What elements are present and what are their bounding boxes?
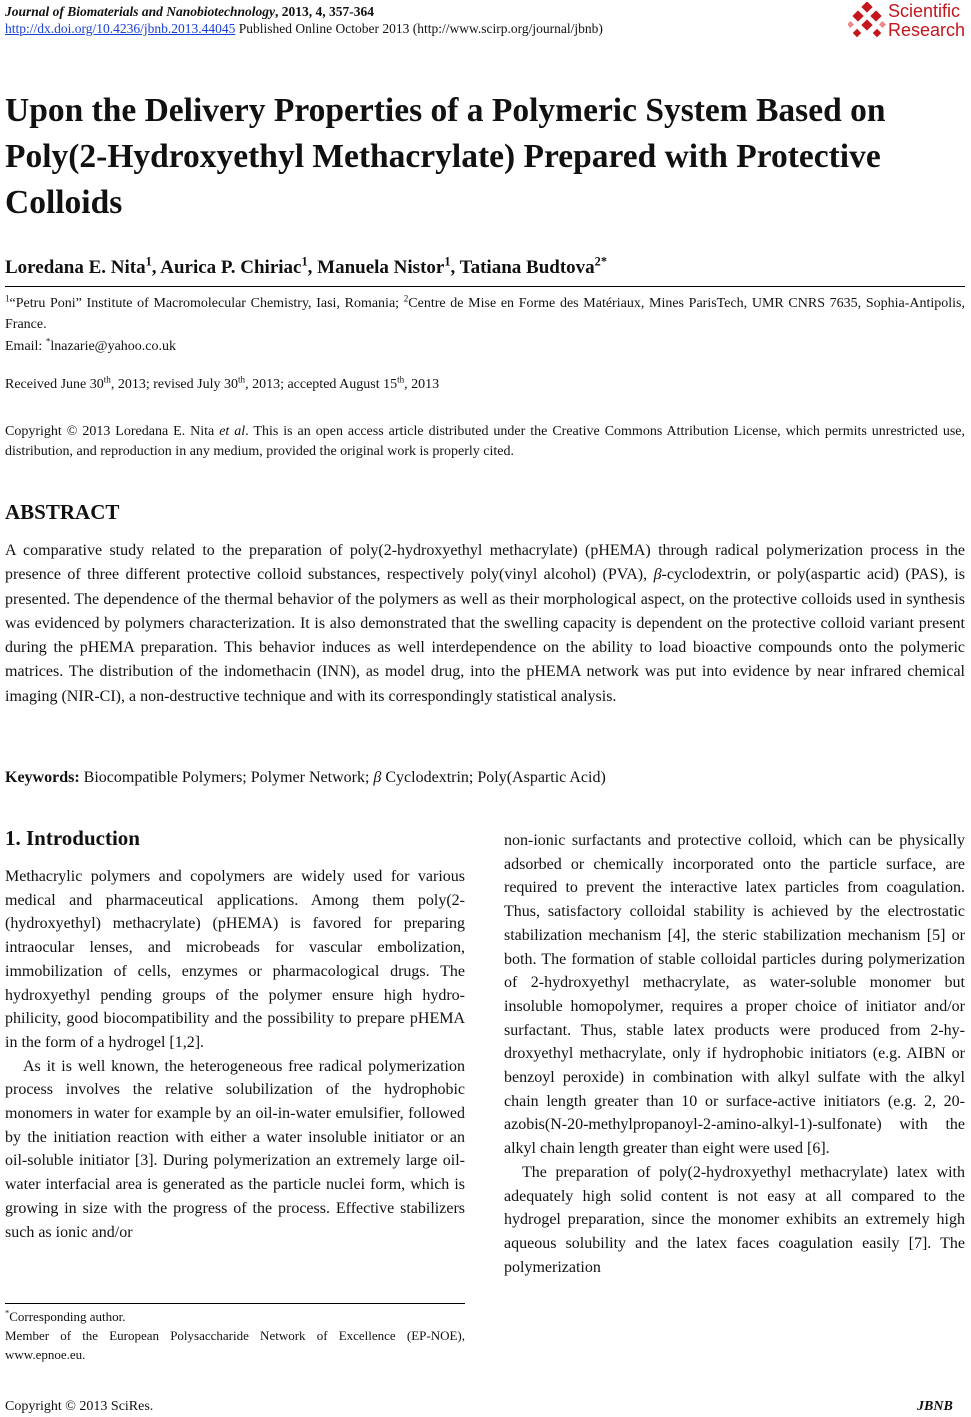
received-text: Received June 30 bbox=[5, 377, 104, 392]
author-name: Loredana E. Nita bbox=[5, 257, 146, 278]
affiliation-sup: 2 bbox=[403, 293, 409, 304]
ordinal-sup: th bbox=[397, 374, 405, 385]
keywords bbox=[5, 769, 606, 787]
affiliation-sup: 1 bbox=[5, 293, 10, 304]
keywords-text: Biocompatible Polymers; Polymer Network; bbox=[79, 769, 374, 786]
logo-line-2: Research bbox=[888, 20, 966, 40]
journal-citation bbox=[5, 4, 374, 20]
beta-symbol: β bbox=[373, 769, 382, 786]
accepted-text: , 2013; accepted August 15 bbox=[245, 377, 398, 392]
ordinal-sup: th bbox=[237, 374, 246, 385]
journal-volume-pages: , 2013, 4, 357-364 bbox=[275, 4, 375, 19]
author-affiliation-sup: 1 bbox=[444, 254, 451, 269]
paragraph: Methacrylic polymers and copolymers are widely used for various medical and pharmaceutical applications. Among them poly(2-(hydroxyethyl) methacrylate) (pHEMA) is favored for preparing intraocular lenses, and microbeads for vascular embolization, immobilization of cells, enzymes or pharmacological drugs. The hydroxyethyl pending groups of the polymer ensure high hydrophilicity, good biocompatibility and the possibility to prepare pHEMA in the form of a hydrogel [1,2]. bbox=[5, 868, 465, 1051]
publisher-logo bbox=[848, 2, 970, 44]
author-affiliation-sup: 1 bbox=[301, 254, 308, 269]
revised-text: , 2013; revised July 30 bbox=[110, 377, 238, 392]
publication-info: Published Online October 2013 (http://www.scirp.org/journal/jbnb) bbox=[235, 21, 603, 36]
doi-line bbox=[5, 21, 603, 37]
footnote-text: Corresponding author. bbox=[9, 1309, 126, 1324]
left-column bbox=[5, 865, 465, 1244]
author-name: , Aurica P. Chiriac bbox=[151, 257, 302, 278]
keywords-label: Keywords: bbox=[5, 769, 80, 786]
ordinal-sup: th bbox=[103, 374, 111, 385]
publisher-logo-icon bbox=[848, 2, 886, 42]
article-title: Upon the Delivery Properties of a Polymeric System Based on Poly(2-Hydroxyethyl Methacrylate) Prepared with Protective Colloids bbox=[5, 92, 886, 221]
footer-journal-abbrev: JBNB bbox=[917, 1399, 953, 1414]
section-heading: 1. Introduction bbox=[5, 826, 140, 850]
affiliation-1: “Petru Poni” Institute of Macromolecular Chemistry, Iasi, Romania; bbox=[9, 296, 404, 311]
affiliations bbox=[5, 293, 965, 335]
affiliation-2: Centre de Mise en Forme des Matériaux, Mines ParisTech, UMR CNRS 7635, Sophia-Antipolis, France. bbox=[5, 296, 966, 332]
footnote-corresponding bbox=[5, 1307, 465, 1326]
year-text: , 2013 bbox=[404, 377, 440, 392]
logo-line-1: Scientific bbox=[888, 1, 961, 21]
keywords-text: Cyclodextrin; Poly(Aspartic Acid) bbox=[381, 769, 606, 786]
copyright-notice bbox=[5, 422, 965, 462]
paragraph: As it is well known, the heterogeneous free radical polymerization process involves the relative solubilization of the hydrophobic monomers in water for example by an oil-in-water emulsifier, followed by the initiation reaction with either a water insoluble initiator or an oil-soluble initiator [3]. During polymerization an extremely large oil-water interfacial area is generated as the particle nuclei form, which is growing in size with the progress of the process. Effective stabilizers such as ionic and/or bbox=[5, 1057, 465, 1241]
email-sup: * bbox=[45, 336, 51, 347]
footer-copyright: Copyright © 2013 SciRes. bbox=[5, 1399, 154, 1414]
header-divider bbox=[5, 286, 965, 287]
copyright-etal: et al bbox=[219, 424, 246, 439]
author-list bbox=[5, 254, 608, 279]
author-affiliation-sup: 1 bbox=[145, 254, 152, 269]
beta-symbol: β bbox=[653, 566, 662, 584]
right-column bbox=[504, 829, 965, 1279]
journal-name: Journal of Biomaterials and Nanobiotechnology bbox=[5, 4, 276, 19]
abstract-text: A comparative study related to the preparation of poly(2-hydroxyethyl methacrylate) (pHEMA) through radical polymerization process in the presence of three different protective colloid substances, respectively poly(vinyl alcohol) (PVA), bbox=[5, 542, 965, 584]
abstract-heading: ABSTRACT bbox=[5, 500, 120, 524]
publisher-logo-text bbox=[888, 2, 965, 40]
copyright-text: Copyright © 2013 Loredana E. Nita bbox=[5, 424, 220, 439]
received-dates bbox=[5, 374, 440, 393]
paragraph: non-ionic surfactants and protective colloid, which can be physically adsorbed or chemically incorporated onto the particle surface, are required to prevent the interactive latex particles from coagulation. Thus, satisfactory colloidal stability is achieved by the electrostatic stabilization mechanism [4], the steric stabilization mechanism [5] or both. The formation of stable colloidal particles during polymerization of 2-hydroxyethyl methacrylate, as water-soluble monomer but insoluble homopolymer, requires a proper choice of initiator and/or surfactant. Thus, stable latex products were produced from 2-hydroxyethyl methacrylate, only if hydrophobic initiators (e.g. AIBN or benzoyl peroxide) in combination with alkyl sulfate with the alkyl chain length greater than 10 or surface-active initiators (e.g. 2, 20-azobis(N-20-methylpropanoyl-2-amino-alkyl-1)-sulfonate) with the alkyl chain length greater than eight were used [6]. bbox=[504, 832, 965, 1158]
footnote-network: Member of the European Polysaccharide Network of Excellence (EP-NOE), www.epnoe.eu. bbox=[5, 1328, 465, 1362]
email-label: Email: bbox=[5, 339, 46, 354]
doi-link[interactable]: http://dx.doi.org/10.4236/jbnb.2013.44045 bbox=[5, 21, 236, 36]
footnotes bbox=[5, 1307, 465, 1364]
abstract-text: -cyclodextrin, or poly(aspartic acid) (PAS), is presented. The dependence of the thermal behavior of the polymers as well as their morphological aspect, on the protective colloids used in synthesis was evidenced by polymers characterization. It is also demonstrated that the swelling capacity is dependent on the protective colloid variant present during the pHEMA preparation. This behavior induces as well interdependence on the ability to load bioactive compounds onto the polymeric matrices. The distribution of the indomethacin (INN), as model drug, into the pHEMA network was put into evidence by near infrared chemical imaging (NIR-CI), a non-destructive technique and with its correspondingly statistical analysis. bbox=[5, 566, 965, 705]
footnote-sup: * bbox=[5, 1307, 10, 1318]
email-line bbox=[5, 336, 176, 355]
copyright-license: . This is an open access article distributed under the Creative Commons Attribution License, which permits unrestricted use, distribution, and reproduction in any medium, provided the original work is properly cited. bbox=[5, 424, 965, 459]
paragraph: The preparation of poly(2-hydroxyethyl methacrylate) latex with adequately high solid content is not easy at all compared to the hydrogel preparation, since the monomer exhibits an extremely high aqueous solubility and the latex faces coagulation easily [7]. The polymerization bbox=[504, 1163, 965, 1276]
author-affiliation-sup: 2* bbox=[594, 254, 608, 269]
author-name: , Manuela Nistor bbox=[307, 257, 445, 278]
footnote-divider bbox=[5, 1303, 465, 1304]
abstract-body bbox=[5, 539, 965, 709]
author-name: , Tatiana Budtova bbox=[450, 257, 595, 278]
email-address[interactable]: lnazarie@yahoo.co.uk bbox=[50, 339, 176, 354]
